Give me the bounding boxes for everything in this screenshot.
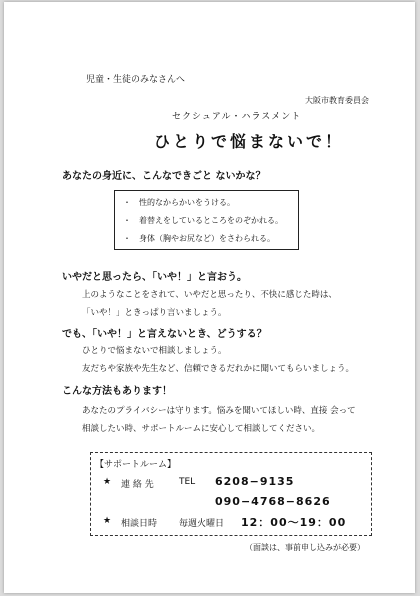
- section3-text: 友だちや家族や先生など、信頼できるだれかに聞いてもらいましょう。: [82, 364, 355, 374]
- tel-number-2: 090−4768−8626: [215, 495, 331, 508]
- issuer-name: 大阪市教育委員会: [305, 96, 369, 105]
- section2-text: 上のようなことをされて、いやだと思ったり、不快に感じた時は、: [82, 290, 337, 300]
- tel-number-1: 6208−9135: [215, 475, 295, 488]
- support-room-box: [90, 452, 372, 536]
- example-item: ・ 身体（胸やお尻など）をさわられる。: [123, 234, 275, 243]
- contact-label: 連 絡 先: [121, 480, 154, 490]
- section4-heading: こんな方法もあります！: [62, 386, 172, 397]
- appointment-note: （面談は、事前申し込みが必要）: [245, 543, 365, 552]
- example-item: ・ 性的なからかいをうける。: [123, 198, 235, 207]
- section3-text: ひとりで悩まないで相談しましょう。: [82, 346, 227, 356]
- support-title: 【サポートルーム】: [95, 460, 177, 470]
- section2-text: 「いや！」ときっぱり言いましょう。: [82, 308, 227, 318]
- section3-heading: でも、「いや！」と言えないとき、どうする？: [62, 329, 267, 340]
- star-icon: ★: [103, 477, 112, 487]
- section1-heading: あなたの身近に、こんなできごと ないかな？: [62, 171, 266, 182]
- consult-days: 毎週火曜日: [179, 519, 225, 529]
- tel-label: TEL: [179, 477, 196, 487]
- flyer-page: [4, 2, 415, 593]
- section4-text: 相談したい時、サポートルームに安心して相談してください。: [82, 424, 321, 434]
- subtitle: セクシュアル・ハラスメント: [172, 112, 302, 122]
- star-icon: ★: [103, 516, 112, 526]
- section2-heading: いやだと思ったら、「いや！」と言おう。: [62, 272, 247, 283]
- hours-label: 相談日時: [121, 519, 158, 529]
- consult-hours: 12：00〜19：00: [241, 516, 347, 529]
- recipient-line: 児童・生徒のみなさんへ: [86, 75, 185, 85]
- main-title: ひとりで悩まないで！: [154, 132, 345, 151]
- example-item: ・ 着替えをしているところをのぞかれる。: [123, 216, 283, 225]
- section4-text: あなたのプライバシーは守ります。悩みを聞いてほしい時、直接 会って: [82, 406, 356, 416]
- examples-box: [114, 190, 299, 250]
